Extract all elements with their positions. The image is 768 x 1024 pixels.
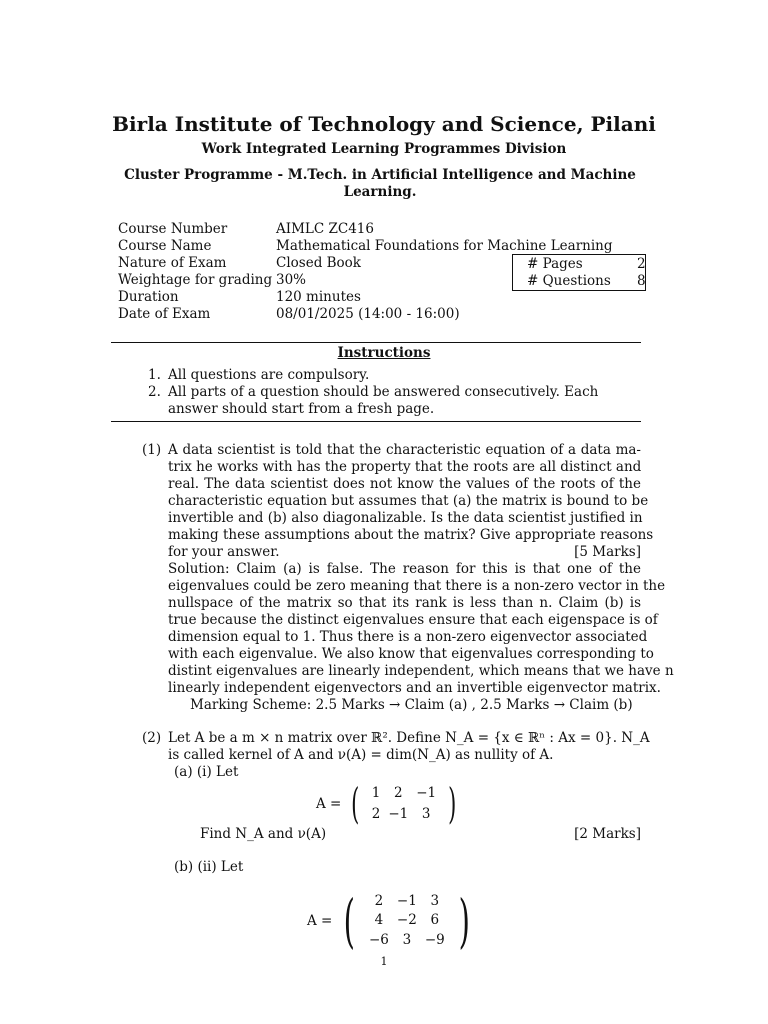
- institute-title: Birla Institute of Technology and Science, Pilani: [112, 112, 656, 136]
- questions-label: # Questions: [527, 273, 611, 289]
- matrix-cell: 4: [374, 912, 384, 929]
- find-text: Find N_A and ν(A): [200, 826, 327, 842]
- marks-label: [5 Marks]: [574, 544, 641, 560]
- solution-line: linearly independent eigenvectors and an invertible eigenvector matrix.: [168, 680, 661, 696]
- matrix-cell: 2: [374, 893, 384, 910]
- matrix-cell: 2: [394, 785, 403, 801]
- matrix-cell: 3: [402, 931, 412, 948]
- matrix-cell: 1: [371, 785, 381, 801]
- matrix-cell: −1: [388, 806, 409, 822]
- solution-line: eigenvalues could be zero meaning that there is a non-zero vector in the: [168, 578, 666, 594]
- part-a-label: (a) (i) Let: [174, 764, 239, 780]
- meta-key: Duration: [118, 289, 179, 305]
- matrix-cell: 6: [430, 912, 440, 929]
- exam-page: Birla Institute of Technology and Science, Pilani Work Integrated Learning Programmes Division Cluster Programme - M.Tech. in Artificial Intelligence and Machine Learning. Course Number AIMLC ZC416 Course Name Mathematical Foundations for Machine Learning Nature of Exam Closed Book Weightage for grading 30% Duration 120 minutes Date of Exam 08/01/2025 (14:00 - 16:00) # Pages 2 # Questions 8 Instructions 1. All questions are compulsory. 2. All parts of a question should be answered consecutively. Each answer should start from a fresh page. (1) A data scientist is told that the characteristic equation of a data ma- trix he works with has the property that the roots are all distinct and real. The data scientist does not know the values of the roots of the characteristic equation but assumes that (a) the matrix is bound to be invertible and (b) also diagonalizable. Is the data scientist justified in making these assumptions about the matrix? Give appropriate reasons for your answer. [5 Marks] Solution: Claim (a) is false. The reason for this is that one of the eigenvalues could be zero meaning that there is a non-zero vector in the nullspace of the matrix so that its rank is less than n. Claim (b) is true because the distinct eigenvalues ensure that each eigenspace is of dimension equal to 1. Thus there is a non-zero eigenvector associated with each eigenvalue. We also know that eigenvalues corresponding to distint eigenvalues are linearly independent, which means that we have n linearly independent eigenvectors and an invertible eigenvector matrix. Marking Scheme: 2.5 Marks → Claim (a) , 2.5 Marks → Claim (b) (2) Let A be a m × n matrix over ℝ². Define N_A = {x ∈ ℝⁿ : Ax = 0}. N_A is called kernel of A and ν(A) = dim(N_A) as nullity of A. (a) (i) Let A = ( 1 2 −1 ) 2 −1 3 Find N_A and ν(A) [2 Marks] (b) (ii) Let A = ( 2 −1 3 ) 4 −2 6 −6 3 −9 1: [0, 0, 768, 1024]
- meta-row: [118, 289, 658, 306]
- meta-key: Weightage for grading: [118, 272, 273, 288]
- matrix-b: A = ( 2 −1 3 ) 4 −2 6 −6 3 −9: [303, 892, 479, 950]
- text-line: making these assumptions about the matrix? Give appropriate reasons: [168, 527, 654, 543]
- question-number: (1): [142, 442, 162, 458]
- pages-questions-box: [512, 254, 646, 291]
- matrix-cell: 3: [421, 806, 431, 822]
- text-line: real. The data scientist does not know the values of the roots of the: [168, 476, 641, 492]
- meta-value: 30%: [276, 272, 307, 288]
- text-line: trix he works with has the property that the roots are all distinct and: [168, 459, 642, 475]
- matrix-cell: −1: [416, 785, 437, 801]
- instruction-text: All parts of a question should be answered consecutively. Each answer should start from a fresh page.: [168, 384, 599, 417]
- meta-key: Nature of Exam: [118, 255, 227, 271]
- matrix-a-label: A =: [316, 795, 342, 812]
- matrix-cell: −6: [369, 931, 389, 948]
- pages-label: # Pages: [527, 256, 583, 272]
- division-title: Work Integrated Learning Programmes Division: [201, 141, 567, 157]
- meta-value: AIMLC ZC416: [276, 221, 374, 237]
- meta-value: 120 minutes: [276, 289, 361, 305]
- part-b-label: (b) (ii) Let: [174, 859, 244, 875]
- cluster-title: Cluster Programme - M.Tech. in Artificial Intelligence and Machine Learning.: [124, 167, 636, 200]
- matrix-cell: −9: [424, 931, 445, 948]
- meta-key: Course Name: [118, 238, 212, 254]
- meta-value: Mathematical Foundations for Machine Learning: [276, 238, 613, 254]
- instruction-text: All questions are compulsory.: [168, 367, 370, 383]
- text-line: is called kernel of A and ν(A) = dim(N_A) as nullity of A.: [168, 747, 554, 763]
- question-2-text: [168, 730, 650, 764]
- divider-bottom: [111, 421, 641, 422]
- text-line: Let A be a m × n matrix over ℝ². Define N_A = {x ∈ ℝⁿ : Ax = 0}. N_A: [168, 730, 650, 746]
- pages-value: 2: [637, 256, 646, 272]
- solution-line: dimension equal to 1. Thus there is a non-zero eigenvector associated: [168, 629, 648, 645]
- solution-line: distint eigenvalues are linearly independent, which means that we have n: [168, 663, 674, 679]
- solution-line: true because the distinct eigenvalues ensure that each eigenspace is of: [168, 612, 658, 628]
- meta-key: Date of Exam: [118, 306, 211, 322]
- matrix-b-label: A =: [307, 912, 333, 929]
- matrix-cell: 2: [371, 806, 381, 822]
- text-line: invertible and (b) also diagonalizable. Is the data scientist justified in: [168, 510, 643, 526]
- text-line: A data scientist is told that the characteristic equation of a data ma-: [168, 442, 641, 458]
- solution-line: with each eigenvalue. We also know that eigenvalues corresponding to: [168, 646, 654, 662]
- question-1-text: [168, 442, 674, 714]
- divider-top: [111, 342, 641, 343]
- instructions-title: Instructions: [337, 345, 431, 361]
- question-number: (2): [142, 730, 162, 746]
- solution-line: nullspace of the matrix so that its rank is less than n. Claim (b) is: [168, 595, 641, 611]
- questions-value: 8: [637, 273, 646, 289]
- matrix-cell: −1: [396, 893, 417, 910]
- text-line: characteristic equation but assumes that (a) the matrix is bound to be: [168, 493, 649, 509]
- meta-value: 08/01/2025 (14:00 - 16:00): [276, 306, 460, 322]
- marking-scheme: Marking Scheme: 2.5 Marks → Claim (a) , 2.5 Marks → Claim (b): [190, 697, 633, 713]
- text-line: for your answer.: [168, 544, 280, 560]
- meta-row: [118, 221, 658, 238]
- matrix-cell: −2: [396, 912, 417, 929]
- matrix-cell: 3: [430, 893, 440, 910]
- marks-label: [2 Marks]: [574, 826, 641, 842]
- meta-row: [118, 238, 658, 255]
- meta-value: Closed Book: [276, 255, 361, 271]
- meta-row: [118, 306, 658, 323]
- solution-line: Solution: Claim (a) is false. The reason for this is that one of the: [168, 561, 641, 577]
- meta-key: Course Number: [118, 221, 228, 237]
- page-number: 1: [380, 955, 388, 968]
- matrix-a: A = ( 1 2 −1 ) 2 −1 3: [312, 783, 465, 825]
